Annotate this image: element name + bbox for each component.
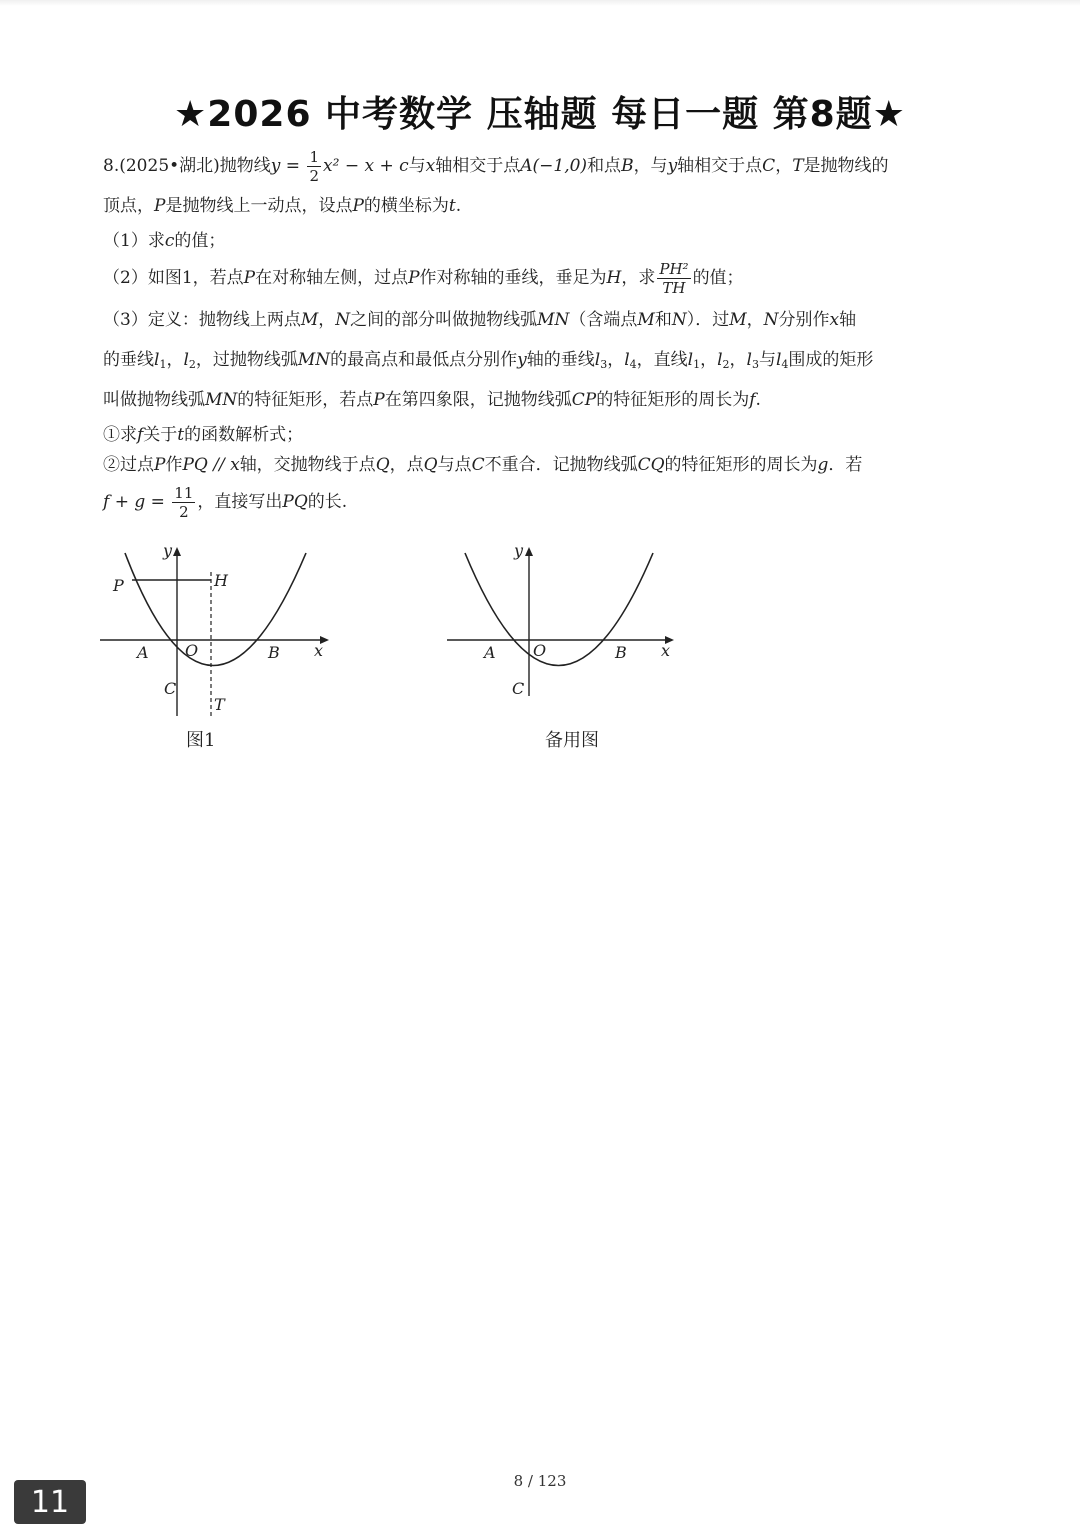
text: 的函数解析式；	[184, 425, 304, 445]
text: 与	[408, 156, 426, 176]
y-axis-arrow	[173, 547, 181, 556]
numerator: 1	[309, 148, 320, 166]
problem-line-1	[103, 146, 983, 186]
math: l	[746, 350, 752, 370]
text: 叫做抛物线弧	[103, 390, 205, 410]
problem-text	[103, 146, 983, 524]
text: ，直线	[636, 350, 688, 370]
text: 的最高点和最低点分别作	[330, 350, 518, 370]
numerator: PH²	[659, 260, 689, 278]
label-o: O	[533, 641, 547, 660]
subscript: 2	[722, 358, 730, 371]
math: P	[352, 196, 364, 216]
math: f	[749, 390, 756, 410]
sub-question-2	[103, 450, 983, 480]
part-2	[103, 256, 983, 300]
math: PQ // x	[182, 455, 240, 475]
subscript: 1	[159, 358, 167, 371]
math: MN	[537, 310, 570, 330]
text: 轴相交于点	[435, 156, 521, 176]
text: （含端点	[569, 310, 638, 330]
math: M	[729, 310, 747, 330]
label-b: B	[268, 643, 280, 662]
math: M	[300, 310, 319, 330]
text: 是抛物线上一动点，设点	[165, 196, 353, 216]
fraction-eleven-halves	[172, 484, 195, 521]
text: 的值；	[692, 268, 744, 288]
text: ，	[775, 156, 793, 176]
numerator: 11	[174, 484, 194, 502]
figure-1-caption: 图1	[186, 730, 216, 751]
text: 围成的矩形	[788, 350, 874, 370]
math: l	[687, 350, 694, 370]
label-c: C	[164, 679, 177, 698]
math: CP	[571, 390, 597, 410]
text: ①求	[103, 425, 137, 445]
text: 不重合．记抛物线弧	[484, 455, 638, 475]
math: A(−1,0)	[520, 156, 588, 176]
math: y	[667, 156, 678, 176]
text: ，	[700, 350, 718, 370]
math: CQ	[637, 455, 665, 475]
text: ，	[729, 350, 747, 370]
denominator: 2	[179, 503, 189, 521]
text: ，点	[389, 455, 424, 475]
label-a: A	[484, 643, 496, 662]
text: 轴相交于点	[677, 156, 763, 176]
text: 和点	[587, 156, 622, 176]
text: （1）求	[103, 231, 165, 251]
text: ）．过	[686, 310, 730, 330]
text: ②过点	[103, 455, 154, 475]
text: 是抛物线的	[803, 156, 889, 176]
label-x: x	[661, 641, 671, 660]
math: P	[154, 455, 166, 475]
text: 轴	[839, 310, 857, 330]
text: 的特征矩形的周长为	[664, 455, 818, 475]
text: 的垂线	[103, 350, 154, 370]
text: ，	[746, 310, 764, 330]
part-3-line-3	[103, 380, 983, 420]
math: M	[637, 310, 655, 330]
math: t	[448, 196, 456, 216]
top-edge	[0, 0, 1080, 6]
math: MN	[205, 390, 238, 410]
subscript: 2	[188, 358, 196, 371]
math: Q	[423, 455, 438, 475]
math: H	[606, 268, 622, 288]
sub-question-2-end	[103, 480, 983, 524]
label-a: A	[137, 643, 149, 662]
figure-2-caption: 备用图	[545, 730, 599, 751]
text: .	[455, 196, 462, 216]
text: 轴，交抛物线于点	[239, 455, 376, 475]
math: l	[154, 350, 160, 370]
math: y	[270, 156, 281, 176]
math: t	[177, 425, 185, 445]
math: C	[762, 156, 776, 176]
figure-2	[442, 538, 687, 723]
label-o: O	[185, 641, 199, 660]
math: l	[775, 350, 782, 370]
fraction-half	[307, 148, 321, 185]
math: =	[280, 156, 306, 176]
math: P	[373, 390, 385, 410]
text: ，与	[633, 156, 668, 176]
figure-1	[95, 538, 340, 723]
math: x² − x + c	[323, 156, 409, 176]
text: 顶点，	[103, 196, 154, 216]
text: ，	[318, 310, 336, 330]
label-c: C	[512, 679, 525, 698]
page-badge: 11	[14, 1480, 86, 1524]
text: 和	[654, 310, 672, 330]
y-axis-arrow	[525, 547, 533, 556]
text: .	[755, 390, 761, 410]
math: T	[792, 156, 804, 176]
part-3-line-2	[103, 340, 983, 380]
label-x: x	[314, 641, 324, 660]
figure-2-graph	[442, 538, 687, 723]
math: N	[335, 310, 351, 330]
math: g	[817, 455, 829, 475]
part-3-line-1	[103, 300, 983, 340]
math: l	[717, 350, 723, 370]
text: 之间的部分叫做抛物线弧	[350, 310, 538, 330]
denominator: 2	[309, 167, 320, 185]
math: P	[408, 268, 420, 288]
part-1	[103, 226, 983, 256]
math: y	[517, 350, 527, 370]
text: 的横坐标为	[363, 196, 449, 216]
label-b: B	[615, 643, 627, 662]
math: MN	[297, 350, 331, 370]
label-t: T	[214, 695, 225, 714]
math: P	[243, 268, 256, 288]
denominator: TH	[662, 279, 686, 297]
text: ，过抛物线弧	[195, 350, 298, 370]
math: l	[594, 350, 601, 370]
problem-source: (2025•湖北)	[119, 156, 220, 176]
page-title: ★2026 中考数学 压轴题 每日一题 第8题★	[174, 94, 906, 135]
text: 的特征矩形的周长为	[596, 390, 750, 410]
math: PQ	[282, 492, 308, 512]
text: 在第四象限，记抛物线弧	[384, 390, 572, 410]
text: 的值；	[174, 231, 226, 251]
math: x	[425, 156, 436, 176]
math: Q	[375, 455, 390, 475]
math: =	[145, 492, 171, 512]
text: 作对称轴的垂线，垂足为	[419, 268, 607, 288]
text: 关于	[143, 425, 178, 445]
text: 轴的垂线	[526, 350, 595, 370]
sub-question-1	[103, 420, 983, 450]
subscript: 4	[629, 358, 637, 371]
text: ．若	[828, 455, 863, 475]
text: 作	[165, 455, 183, 475]
text: 的特征矩形，若点	[237, 390, 374, 410]
text: ，	[607, 350, 625, 370]
math: B	[621, 156, 634, 176]
math: N	[671, 310, 687, 330]
math: N	[763, 310, 779, 330]
text: 分别作	[778, 310, 830, 330]
fraction-ph2-th	[657, 260, 690, 297]
text: 在对称轴左侧，过点	[255, 268, 409, 288]
subscript: 3	[751, 358, 759, 371]
label-y: y	[514, 541, 524, 560]
page-number: 8 / 123	[513, 1472, 567, 1490]
label-p: P	[113, 576, 124, 595]
math: f + g	[103, 492, 146, 512]
math: l	[624, 350, 630, 370]
label-h: H	[214, 571, 228, 590]
text: ，直接写出	[197, 492, 283, 512]
label-y: y	[163, 541, 173, 560]
text: 的长.	[307, 492, 348, 512]
subscript: 3	[600, 358, 608, 371]
text: ，求	[621, 268, 656, 288]
math: c	[164, 231, 175, 251]
text: 抛物线	[219, 156, 271, 176]
math: P	[154, 196, 166, 216]
text: 与点	[437, 455, 472, 475]
math: f	[137, 425, 144, 445]
math: C	[471, 455, 485, 475]
math: l	[183, 350, 189, 370]
text: ，	[166, 350, 184, 370]
text: 与	[758, 350, 776, 370]
problem-number: 8.	[103, 156, 120, 176]
subscript: 4	[781, 358, 789, 371]
text: （3）定义：抛物线上两点	[103, 310, 301, 330]
text: （2）如图1，若点	[103, 268, 244, 288]
subscript: 1	[693, 358, 701, 371]
problem-line-2	[103, 186, 983, 226]
math: x	[829, 310, 840, 330]
figure-1-graph	[95, 538, 340, 723]
